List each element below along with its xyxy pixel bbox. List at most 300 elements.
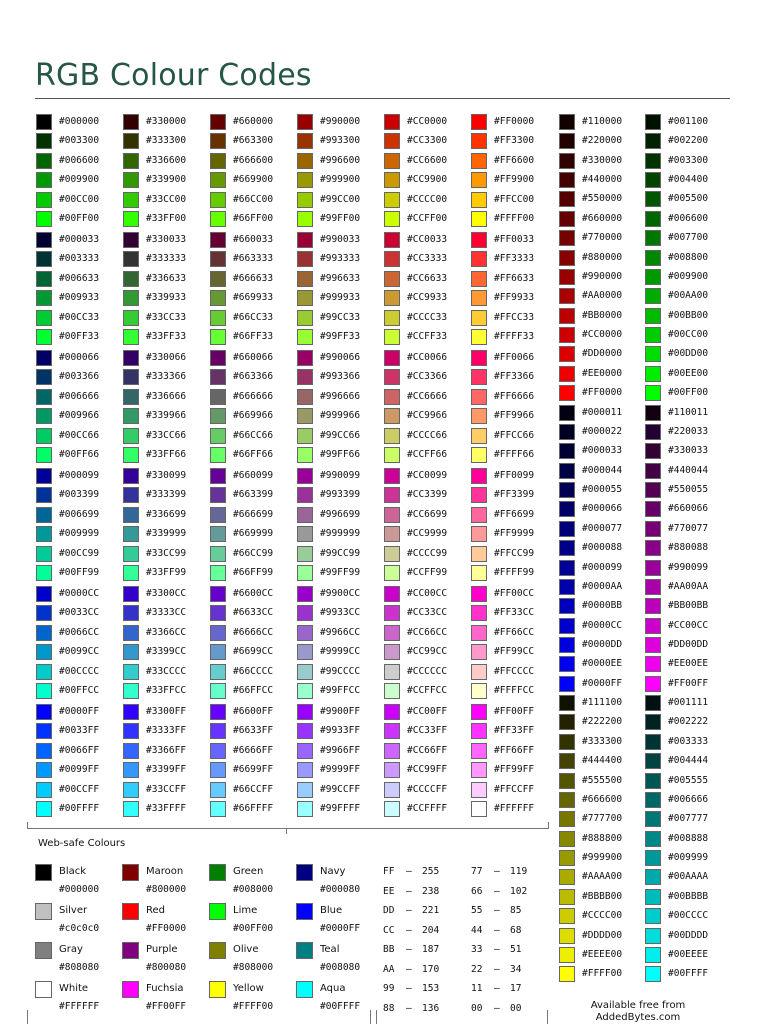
colour-code: #CC9933 xyxy=(407,292,448,304)
colour-code: #880000 xyxy=(582,251,623,263)
colour-code: #BB00BB xyxy=(668,600,709,612)
colour-swatch xyxy=(210,172,226,188)
colour-code: #66CC99 xyxy=(233,547,274,559)
colour-code: #AAAA00 xyxy=(582,871,623,883)
colour-swatch xyxy=(471,114,487,130)
named-colour-code: #c0c0c0 xyxy=(59,923,100,934)
colour-code: #007700 xyxy=(668,232,709,244)
colour-swatch xyxy=(645,811,661,827)
colour-swatch xyxy=(297,447,313,463)
colour-swatch xyxy=(123,369,139,385)
colour-code: #660033 xyxy=(233,234,274,245)
colour-code: #FFFF33 xyxy=(494,331,535,342)
colour-code: #333300 xyxy=(582,735,623,747)
colour-code: #336600 xyxy=(146,154,187,166)
colour-swatch xyxy=(559,366,575,382)
colour-swatch xyxy=(559,405,575,421)
named-colour-swatch xyxy=(35,903,52,920)
colour-swatch xyxy=(36,192,52,208)
colour-swatch xyxy=(123,565,139,581)
colour-code: #330033 xyxy=(668,445,709,457)
colour-swatch xyxy=(384,468,400,484)
colour-swatch xyxy=(123,172,139,188)
colour-code: #333300 xyxy=(146,135,187,147)
colour-swatch xyxy=(471,683,487,699)
colour-swatch xyxy=(559,463,575,479)
dash: – xyxy=(406,944,412,955)
colour-code: #00CC99 xyxy=(59,547,100,559)
colour-swatch xyxy=(384,447,400,463)
hex-value: 99 xyxy=(383,983,395,994)
colour-swatch xyxy=(297,605,313,621)
colour-code: #33FF66 xyxy=(146,449,187,460)
colour-code: #CC00CC xyxy=(668,619,709,631)
decimal-value: 17 xyxy=(510,983,522,994)
colour-code: #0000BB xyxy=(582,600,623,612)
colour-swatch xyxy=(559,560,575,576)
colour-code: #990099 xyxy=(668,561,709,573)
colour-swatch xyxy=(471,782,487,798)
named-colour-name: Silver xyxy=(59,905,88,916)
colour-swatch xyxy=(123,468,139,484)
named-colour-code: #FFFFFF xyxy=(59,1001,100,1012)
hex-value: 55 xyxy=(471,905,483,916)
colour-swatch xyxy=(123,428,139,444)
colour-code: #FFFF00 xyxy=(582,968,623,980)
colour-code: #993366 xyxy=(320,371,361,383)
colour-code: #FFCCFF xyxy=(494,783,535,795)
colour-swatch xyxy=(384,801,400,817)
colour-swatch xyxy=(384,329,400,345)
colour-swatch xyxy=(123,310,139,326)
colour-swatch xyxy=(645,579,661,595)
colour-swatch xyxy=(297,310,313,326)
decimal-value: 51 xyxy=(510,944,522,955)
colour-swatch xyxy=(123,114,139,130)
colour-code: #66CC66 xyxy=(233,429,274,441)
colour-code: #333366 xyxy=(146,371,187,383)
colour-swatch xyxy=(123,546,139,562)
colour-code: #0033FF xyxy=(59,725,100,737)
colour-swatch xyxy=(559,753,575,769)
named-colour-name: Fuchsia xyxy=(146,983,184,994)
colour-code: #FFFF66 xyxy=(494,449,535,460)
colour-code: #0033CC xyxy=(59,607,100,619)
colour-code: #008888 xyxy=(668,832,709,844)
colour-code: #666666 xyxy=(233,390,274,402)
colour-code: #CCCC00 xyxy=(407,193,448,205)
colour-swatch xyxy=(36,329,52,345)
colour-swatch xyxy=(123,408,139,424)
named-colour-name: Black xyxy=(59,866,87,877)
colour-swatch xyxy=(297,683,313,699)
colour-code: #669933 xyxy=(233,292,274,304)
colour-code: #333399 xyxy=(146,489,187,501)
decimal-value: 187 xyxy=(422,944,440,955)
colour-code: #CC6699 xyxy=(407,508,448,520)
colour-swatch xyxy=(559,714,575,730)
colour-swatch xyxy=(297,192,313,208)
named-colour-name: Red xyxy=(146,905,165,916)
colour-swatch xyxy=(297,487,313,503)
colour-swatch xyxy=(559,928,575,944)
colour-swatch xyxy=(471,290,487,306)
colour-code: #339966 xyxy=(146,410,187,422)
colour-code: #6699CC xyxy=(233,646,274,658)
colour-code: #CC6633 xyxy=(407,272,448,284)
colour-swatch xyxy=(471,762,487,778)
colour-code: #33CC00 xyxy=(146,193,187,205)
colour-swatch xyxy=(384,192,400,208)
colour-swatch xyxy=(559,346,575,362)
colour-code: #339933 xyxy=(146,292,187,304)
colour-swatch xyxy=(123,389,139,405)
colour-code: #CC0066 xyxy=(407,352,448,363)
colour-code: #CCCCCC xyxy=(407,665,448,677)
colour-swatch xyxy=(384,389,400,405)
colour-code: #004444 xyxy=(668,755,709,767)
hex-value: 66 xyxy=(471,885,483,897)
colour-swatch xyxy=(36,526,52,542)
colour-swatch xyxy=(123,329,139,345)
colour-code: #99CC66 xyxy=(320,429,361,441)
named-colour-code: #000000 xyxy=(59,884,100,895)
colour-swatch xyxy=(559,424,575,440)
colour-code: #005500 xyxy=(668,193,709,205)
colour-code: #CC00CC xyxy=(407,588,448,599)
named-colour-swatch xyxy=(122,981,139,998)
colour-code: #330099 xyxy=(146,470,187,481)
colour-code: #CCFF99 xyxy=(407,567,448,578)
colour-swatch xyxy=(559,153,575,169)
colour-swatch xyxy=(471,586,487,602)
dash: – xyxy=(494,1002,500,1014)
colour-swatch xyxy=(645,172,661,188)
colour-code: #996699 xyxy=(320,508,361,520)
colour-code: #996666 xyxy=(320,390,361,402)
colour-swatch xyxy=(297,389,313,405)
colour-code: #006633 xyxy=(59,272,100,284)
colour-code: #3366CC xyxy=(146,626,187,638)
colour-code: #663366 xyxy=(233,371,274,383)
colour-swatch xyxy=(645,521,661,537)
colour-swatch xyxy=(36,408,52,424)
hex-value: AA xyxy=(383,963,395,975)
named-colour-code: #0000FF xyxy=(320,923,361,934)
colour-swatch xyxy=(36,546,52,562)
hex-value: 11 xyxy=(471,983,483,994)
colour-code: #00CC00 xyxy=(668,329,709,341)
colour-swatch xyxy=(645,831,661,847)
named-colour-code: #00FF00 xyxy=(233,923,274,934)
colour-code: #6666FF xyxy=(233,744,274,756)
decimal-value: 221 xyxy=(422,905,440,916)
colour-swatch xyxy=(645,947,661,963)
colour-code: #999933 xyxy=(320,292,361,304)
conversion-bracket xyxy=(376,1010,548,1024)
colour-swatch xyxy=(384,232,400,248)
colour-code: #00EE00 xyxy=(668,367,709,379)
colour-swatch xyxy=(645,908,661,924)
colour-swatch xyxy=(645,560,661,576)
colour-swatch xyxy=(471,350,487,366)
colour-swatch xyxy=(471,468,487,484)
colour-swatch xyxy=(645,424,661,440)
colour-swatch xyxy=(645,327,661,343)
colour-code: #009900 xyxy=(668,270,709,282)
colour-code: #FF99CC xyxy=(494,646,535,658)
colour-code: #BBBB00 xyxy=(582,890,623,902)
colour-code: #007777 xyxy=(668,813,709,825)
colour-code: #00AA00 xyxy=(668,290,709,302)
colour-code: #440000 xyxy=(582,174,623,186)
dash: – xyxy=(406,885,412,897)
colour-code: #FFCCCC xyxy=(494,665,535,677)
colour-code: #005555 xyxy=(668,774,709,786)
colour-code: #FF6633 xyxy=(494,272,535,284)
colour-swatch xyxy=(36,271,52,287)
colour-code: #FF0099 xyxy=(494,470,535,481)
colour-swatch xyxy=(123,487,139,503)
colour-code: #AA0000 xyxy=(582,290,623,302)
named-colour-name: Olive xyxy=(233,944,259,955)
colour-swatch xyxy=(471,192,487,208)
colour-swatch xyxy=(471,565,487,581)
colour-swatch xyxy=(471,389,487,405)
colour-swatch xyxy=(210,507,226,523)
colour-swatch xyxy=(559,114,575,130)
colour-swatch xyxy=(645,540,661,556)
colour-code: #FF33FF xyxy=(494,725,535,737)
colour-swatch xyxy=(471,251,487,267)
colour-swatch xyxy=(210,408,226,424)
decimal-value: 170 xyxy=(422,963,440,975)
colour-swatch xyxy=(559,618,575,634)
colour-swatch xyxy=(123,586,139,602)
colour-swatch xyxy=(645,133,661,149)
dash: – xyxy=(494,924,500,936)
colour-swatch xyxy=(384,487,400,503)
colour-code: #CC3333 xyxy=(407,253,448,265)
colour-swatch xyxy=(645,114,661,130)
colour-swatch xyxy=(471,801,487,817)
named-colour-name: Aqua xyxy=(320,983,346,994)
colour-code: #999999 xyxy=(320,528,361,540)
hex-value: CC xyxy=(383,924,395,936)
colour-swatch xyxy=(123,605,139,621)
colour-swatch xyxy=(36,447,52,463)
colour-code: #00BB00 xyxy=(668,309,709,321)
colour-swatch xyxy=(471,232,487,248)
colour-code: #66FF66 xyxy=(233,449,274,460)
footer-credit xyxy=(588,1000,688,1024)
colour-swatch xyxy=(210,704,226,720)
colour-swatch xyxy=(471,507,487,523)
colour-swatch xyxy=(559,133,575,149)
colour-code: #CC33FF xyxy=(407,725,448,737)
colour-swatch xyxy=(123,704,139,720)
decimal-value: 119 xyxy=(510,866,528,877)
colour-swatch xyxy=(297,211,313,227)
colour-swatch xyxy=(559,598,575,614)
colour-swatch xyxy=(384,153,400,169)
colour-code: #009999 xyxy=(668,852,709,864)
colour-swatch xyxy=(645,405,661,421)
colour-swatch xyxy=(210,801,226,817)
colour-swatch xyxy=(210,369,226,385)
colour-swatch xyxy=(559,869,575,885)
colour-code: #3399CC xyxy=(146,646,187,658)
dash: – xyxy=(406,866,412,877)
colour-code: #006699 xyxy=(59,508,100,520)
named-colour-name: Gray xyxy=(59,944,83,955)
colour-swatch xyxy=(559,172,575,188)
colour-swatch xyxy=(36,251,52,267)
colour-code: #CC3300 xyxy=(407,135,448,147)
colour-code: #0000CC xyxy=(59,588,100,599)
colour-swatch xyxy=(297,369,313,385)
colour-swatch xyxy=(36,389,52,405)
colour-code: #6633FF xyxy=(233,725,274,737)
colour-swatch xyxy=(645,966,661,982)
colour-code: #0000DD xyxy=(582,638,623,650)
colour-code: #FF3399 xyxy=(494,489,535,501)
named-bracket xyxy=(27,1010,371,1024)
colour-swatch xyxy=(471,664,487,680)
colour-code: #3333CC xyxy=(146,607,187,619)
colour-code: #66CCFF xyxy=(233,783,274,795)
colour-swatch xyxy=(471,211,487,227)
colour-code: #CC66FF xyxy=(407,744,448,756)
colour-swatch xyxy=(210,251,226,267)
colour-code: #99FF66 xyxy=(320,449,361,460)
colour-code: #CCFF00 xyxy=(407,213,448,224)
colour-swatch xyxy=(210,447,226,463)
colour-code: #FF00CC xyxy=(494,588,535,599)
colour-code: #777700 xyxy=(582,813,623,825)
colour-code: #00FFFF xyxy=(668,968,709,980)
colour-swatch xyxy=(210,192,226,208)
colour-code: #CCFF66 xyxy=(407,449,448,460)
colour-swatch xyxy=(384,546,400,562)
colour-swatch xyxy=(210,290,226,306)
colour-swatch xyxy=(471,133,487,149)
colour-swatch xyxy=(210,211,226,227)
colour-code: #009900 xyxy=(59,174,100,186)
colour-swatch xyxy=(559,288,575,304)
colour-swatch xyxy=(123,723,139,739)
colour-code: #FFCC00 xyxy=(494,193,535,205)
colour-swatch xyxy=(210,625,226,641)
colour-swatch xyxy=(297,762,313,778)
colour-swatch xyxy=(645,773,661,789)
colour-swatch xyxy=(297,271,313,287)
colour-code: #FF9933 xyxy=(494,292,535,304)
colour-swatch xyxy=(645,288,661,304)
dash: – xyxy=(406,983,412,994)
colour-swatch xyxy=(559,521,575,537)
hex-value: DD xyxy=(383,905,395,916)
colour-code: #33CCFF xyxy=(146,783,187,795)
named-colour-code: #808080 xyxy=(59,962,100,973)
colour-code: #003300 xyxy=(668,154,709,166)
colour-code: #FF6699 xyxy=(494,508,535,520)
websafe-bracket xyxy=(27,822,549,829)
colour-code: #CCCC66 xyxy=(407,429,448,441)
colour-code: #66FFFF xyxy=(233,803,274,814)
colour-code: #0000CC xyxy=(582,619,623,631)
colour-code: #99FF33 xyxy=(320,331,361,342)
colour-code: #9900CC xyxy=(320,588,361,599)
hex-value: FF xyxy=(383,866,395,877)
colour-swatch xyxy=(297,546,313,562)
colour-swatch xyxy=(384,683,400,699)
colour-code: #990099 xyxy=(320,470,361,481)
colour-code: #002200 xyxy=(668,135,709,147)
colour-code: #3333FF xyxy=(146,725,187,737)
colour-code: #000077 xyxy=(582,522,623,534)
colour-swatch xyxy=(36,782,52,798)
colour-code: #330000 xyxy=(582,154,623,166)
colour-code: #220033 xyxy=(668,425,709,437)
colour-code: #FF0000 xyxy=(582,387,623,399)
colour-code: #FFFFFF xyxy=(494,803,535,814)
colour-swatch xyxy=(297,408,313,424)
colour-swatch xyxy=(297,723,313,739)
colour-swatch xyxy=(123,507,139,523)
decimal-value: 136 xyxy=(422,1002,440,1014)
colour-code: #770077 xyxy=(668,522,709,534)
decimal-value: 00 xyxy=(510,1002,522,1014)
colour-code: #66CCCC xyxy=(233,665,274,677)
websafe-label: Web-safe Colours xyxy=(38,838,126,849)
colour-swatch xyxy=(297,565,313,581)
colour-code: #99CC33 xyxy=(320,311,361,323)
colour-swatch xyxy=(297,644,313,660)
colour-swatch xyxy=(645,385,661,401)
colour-code: #00FF00 xyxy=(59,213,100,224)
colour-code: #663399 xyxy=(233,489,274,501)
colour-swatch xyxy=(559,773,575,789)
colour-swatch xyxy=(471,605,487,621)
colour-swatch xyxy=(559,540,575,556)
colour-code: #99FFCC xyxy=(320,685,361,696)
colour-swatch xyxy=(559,966,575,982)
hex-value: 00 xyxy=(471,1002,483,1014)
colour-swatch xyxy=(645,308,661,324)
colour-swatch xyxy=(210,586,226,602)
colour-code: #0066FF xyxy=(59,744,100,756)
colour-swatch xyxy=(384,743,400,759)
colour-code: #110011 xyxy=(668,406,709,418)
colour-swatch xyxy=(645,366,661,382)
colour-code: #0099CC xyxy=(59,646,100,658)
colour-code: #00CC66 xyxy=(59,429,100,441)
colour-code: #66FF00 xyxy=(233,213,274,224)
colour-code: #99CCCC xyxy=(320,665,361,677)
colour-code: #FF9900 xyxy=(494,174,535,186)
colour-code: #006666 xyxy=(668,793,709,805)
colour-code: #33FF00 xyxy=(146,213,187,224)
colour-swatch xyxy=(36,723,52,739)
colour-code: #3366FF xyxy=(146,744,187,756)
colour-code: #CC33CC xyxy=(407,607,448,619)
colour-code: #00DDDD xyxy=(668,929,709,941)
colour-swatch xyxy=(36,369,52,385)
decimal-value: 102 xyxy=(510,885,528,897)
colour-swatch xyxy=(123,153,139,169)
colour-code: #FF9999 xyxy=(494,528,535,540)
